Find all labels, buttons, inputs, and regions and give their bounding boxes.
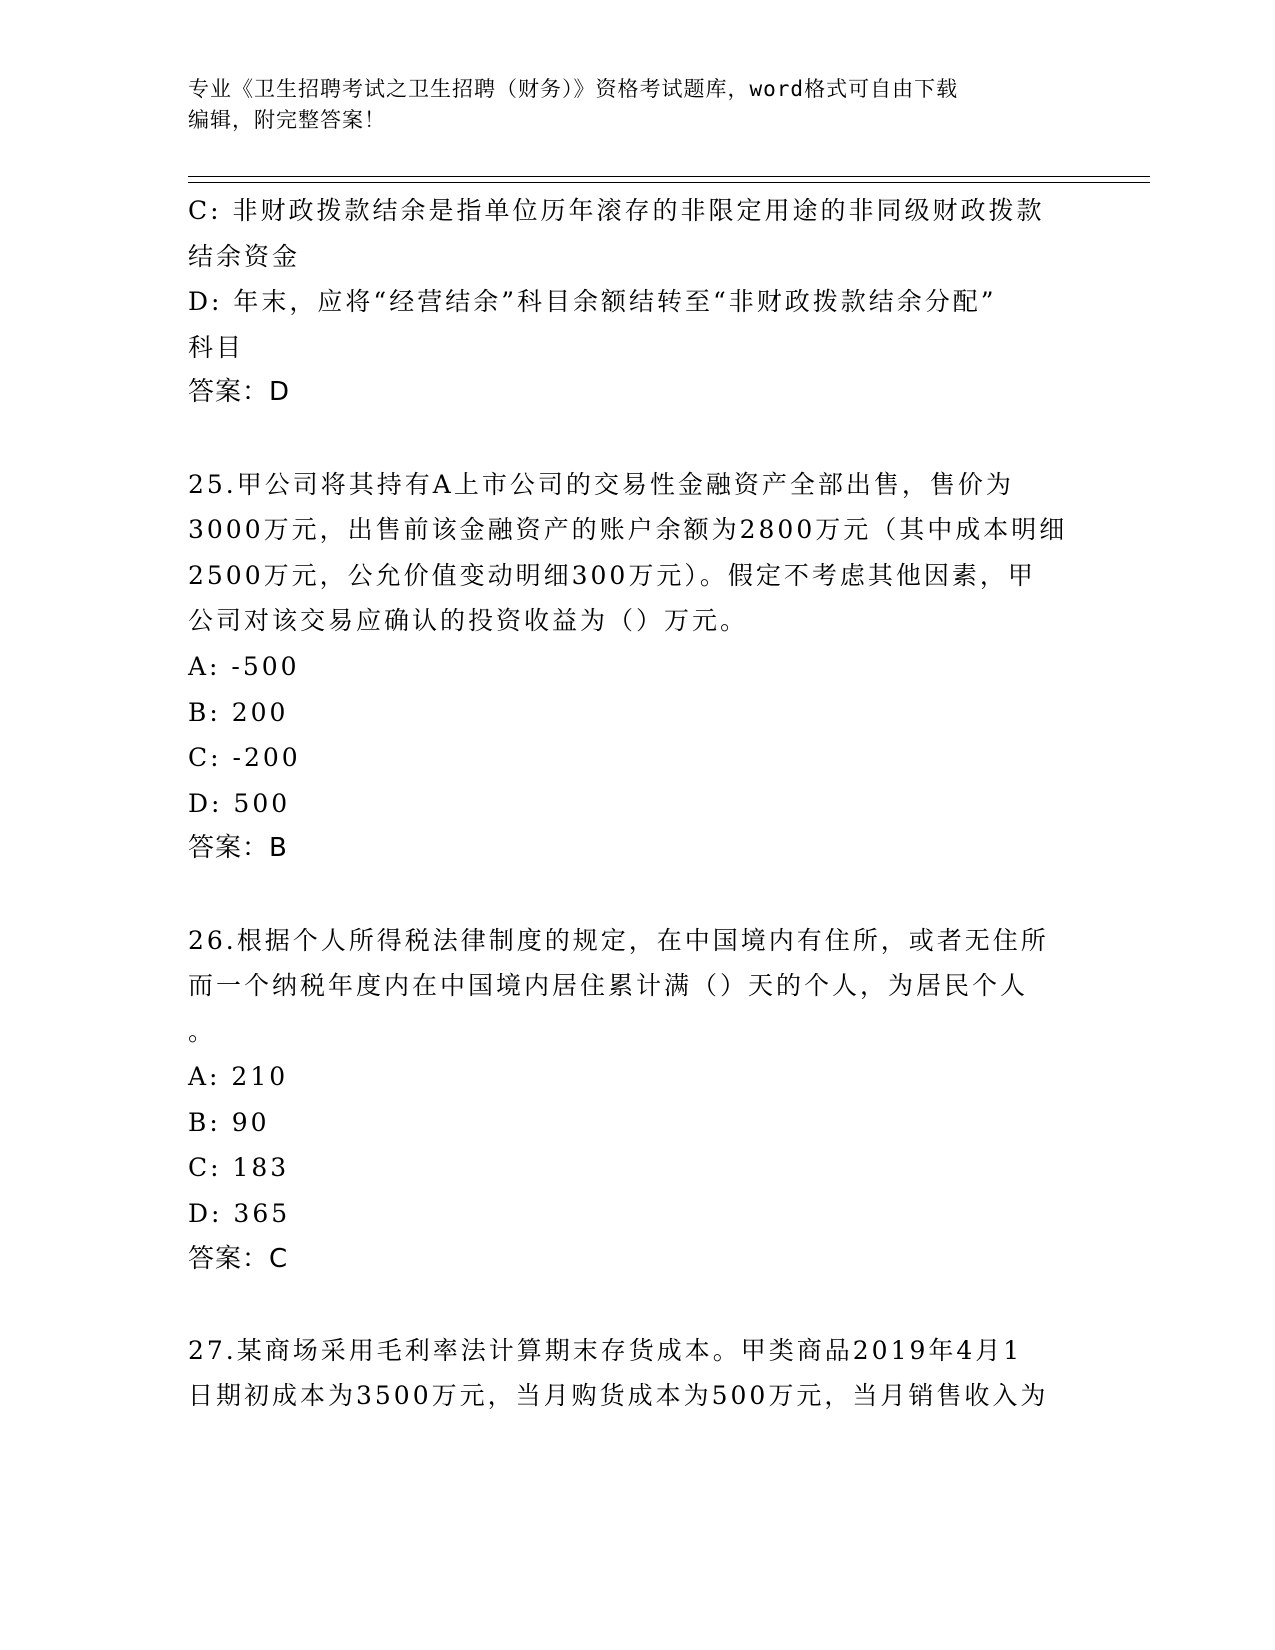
option-line: D: 年末，应将“经营结余”科目余额结转至“非财政拨款结余分配” <box>188 287 997 317</box>
question-stem-line: 公司对该交易应确认的投资收益为（）万元。 <box>188 606 749 636</box>
spacer <box>188 872 1088 918</box>
spacer <box>188 1282 1088 1328</box>
header-divider <box>188 176 1150 177</box>
question-stem-line: 。 <box>188 1016 217 1046</box>
option-line: C: 非财政拨款结余是指单位历年滚存的非限定用途的非同级财政拨款 <box>188 196 1045 225</box>
question-26 <box>188 918 1088 1283</box>
option-b: B: 200 <box>188 697 289 727</box>
option-line: 科目 <box>188 332 245 362</box>
prev-question <box>188 188 1088 416</box>
option-d: D: 365 <box>188 1199 291 1229</box>
document-header <box>188 74 1088 136</box>
question-stem-line: 27.某商场采用毛利率法计算期末存货成本。甲类商品2019年4月1 <box>188 1335 1023 1365</box>
header-line: 编辑，附完整答案！ <box>188 108 386 132</box>
answer-line: 答案：B <box>188 833 288 864</box>
answer-line: 答案：D <box>188 377 291 408</box>
spacer <box>188 416 1088 462</box>
question-stem-line: 25.甲公司将其持有A上市公司的交易性金融资产全部出售，售价为 <box>188 469 1014 499</box>
question-stem-line: 26.根据个人所得税法律制度的规定，在中国境内有住所，或者无住所 <box>188 925 1049 955</box>
question-stem-line: 而一个纳税年度内在中国境内居住累计满（）天的个人，为居民个人 <box>188 971 1029 1001</box>
option-a: A: 210 <box>188 1062 289 1092</box>
document-body <box>188 188 1088 1419</box>
option-c: C: -200 <box>188 743 301 773</box>
option-b: B: 90 <box>188 1107 270 1137</box>
option-line: 结余资金 <box>188 241 301 271</box>
option-d: D: 500 <box>188 788 291 818</box>
question-stem-line: 3000万元，出售前该金融资产的账户余额为2800万元（其中成本明细 <box>188 515 1068 545</box>
option-a: A: -500 <box>188 651 300 681</box>
header-line: 专业《卫生招聘考试之卫生招聘（财务）》资格考试题库，word格式可自由下载 <box>188 77 959 101</box>
question-stem-line: 日期初成本为3500万元，当月购货成本为500万元，当月销售收入为 <box>188 1381 1049 1411</box>
header-divider <box>188 182 1150 183</box>
answer-line: 答案：C <box>188 1243 289 1274</box>
question-25 <box>188 462 1088 872</box>
question-stem-line: 2500万元，公允价值变动明细300万元）。假定不考虑其他因素，甲 <box>188 560 1036 590</box>
question-27 <box>188 1328 1088 1419</box>
option-c: C: 183 <box>188 1153 290 1183</box>
